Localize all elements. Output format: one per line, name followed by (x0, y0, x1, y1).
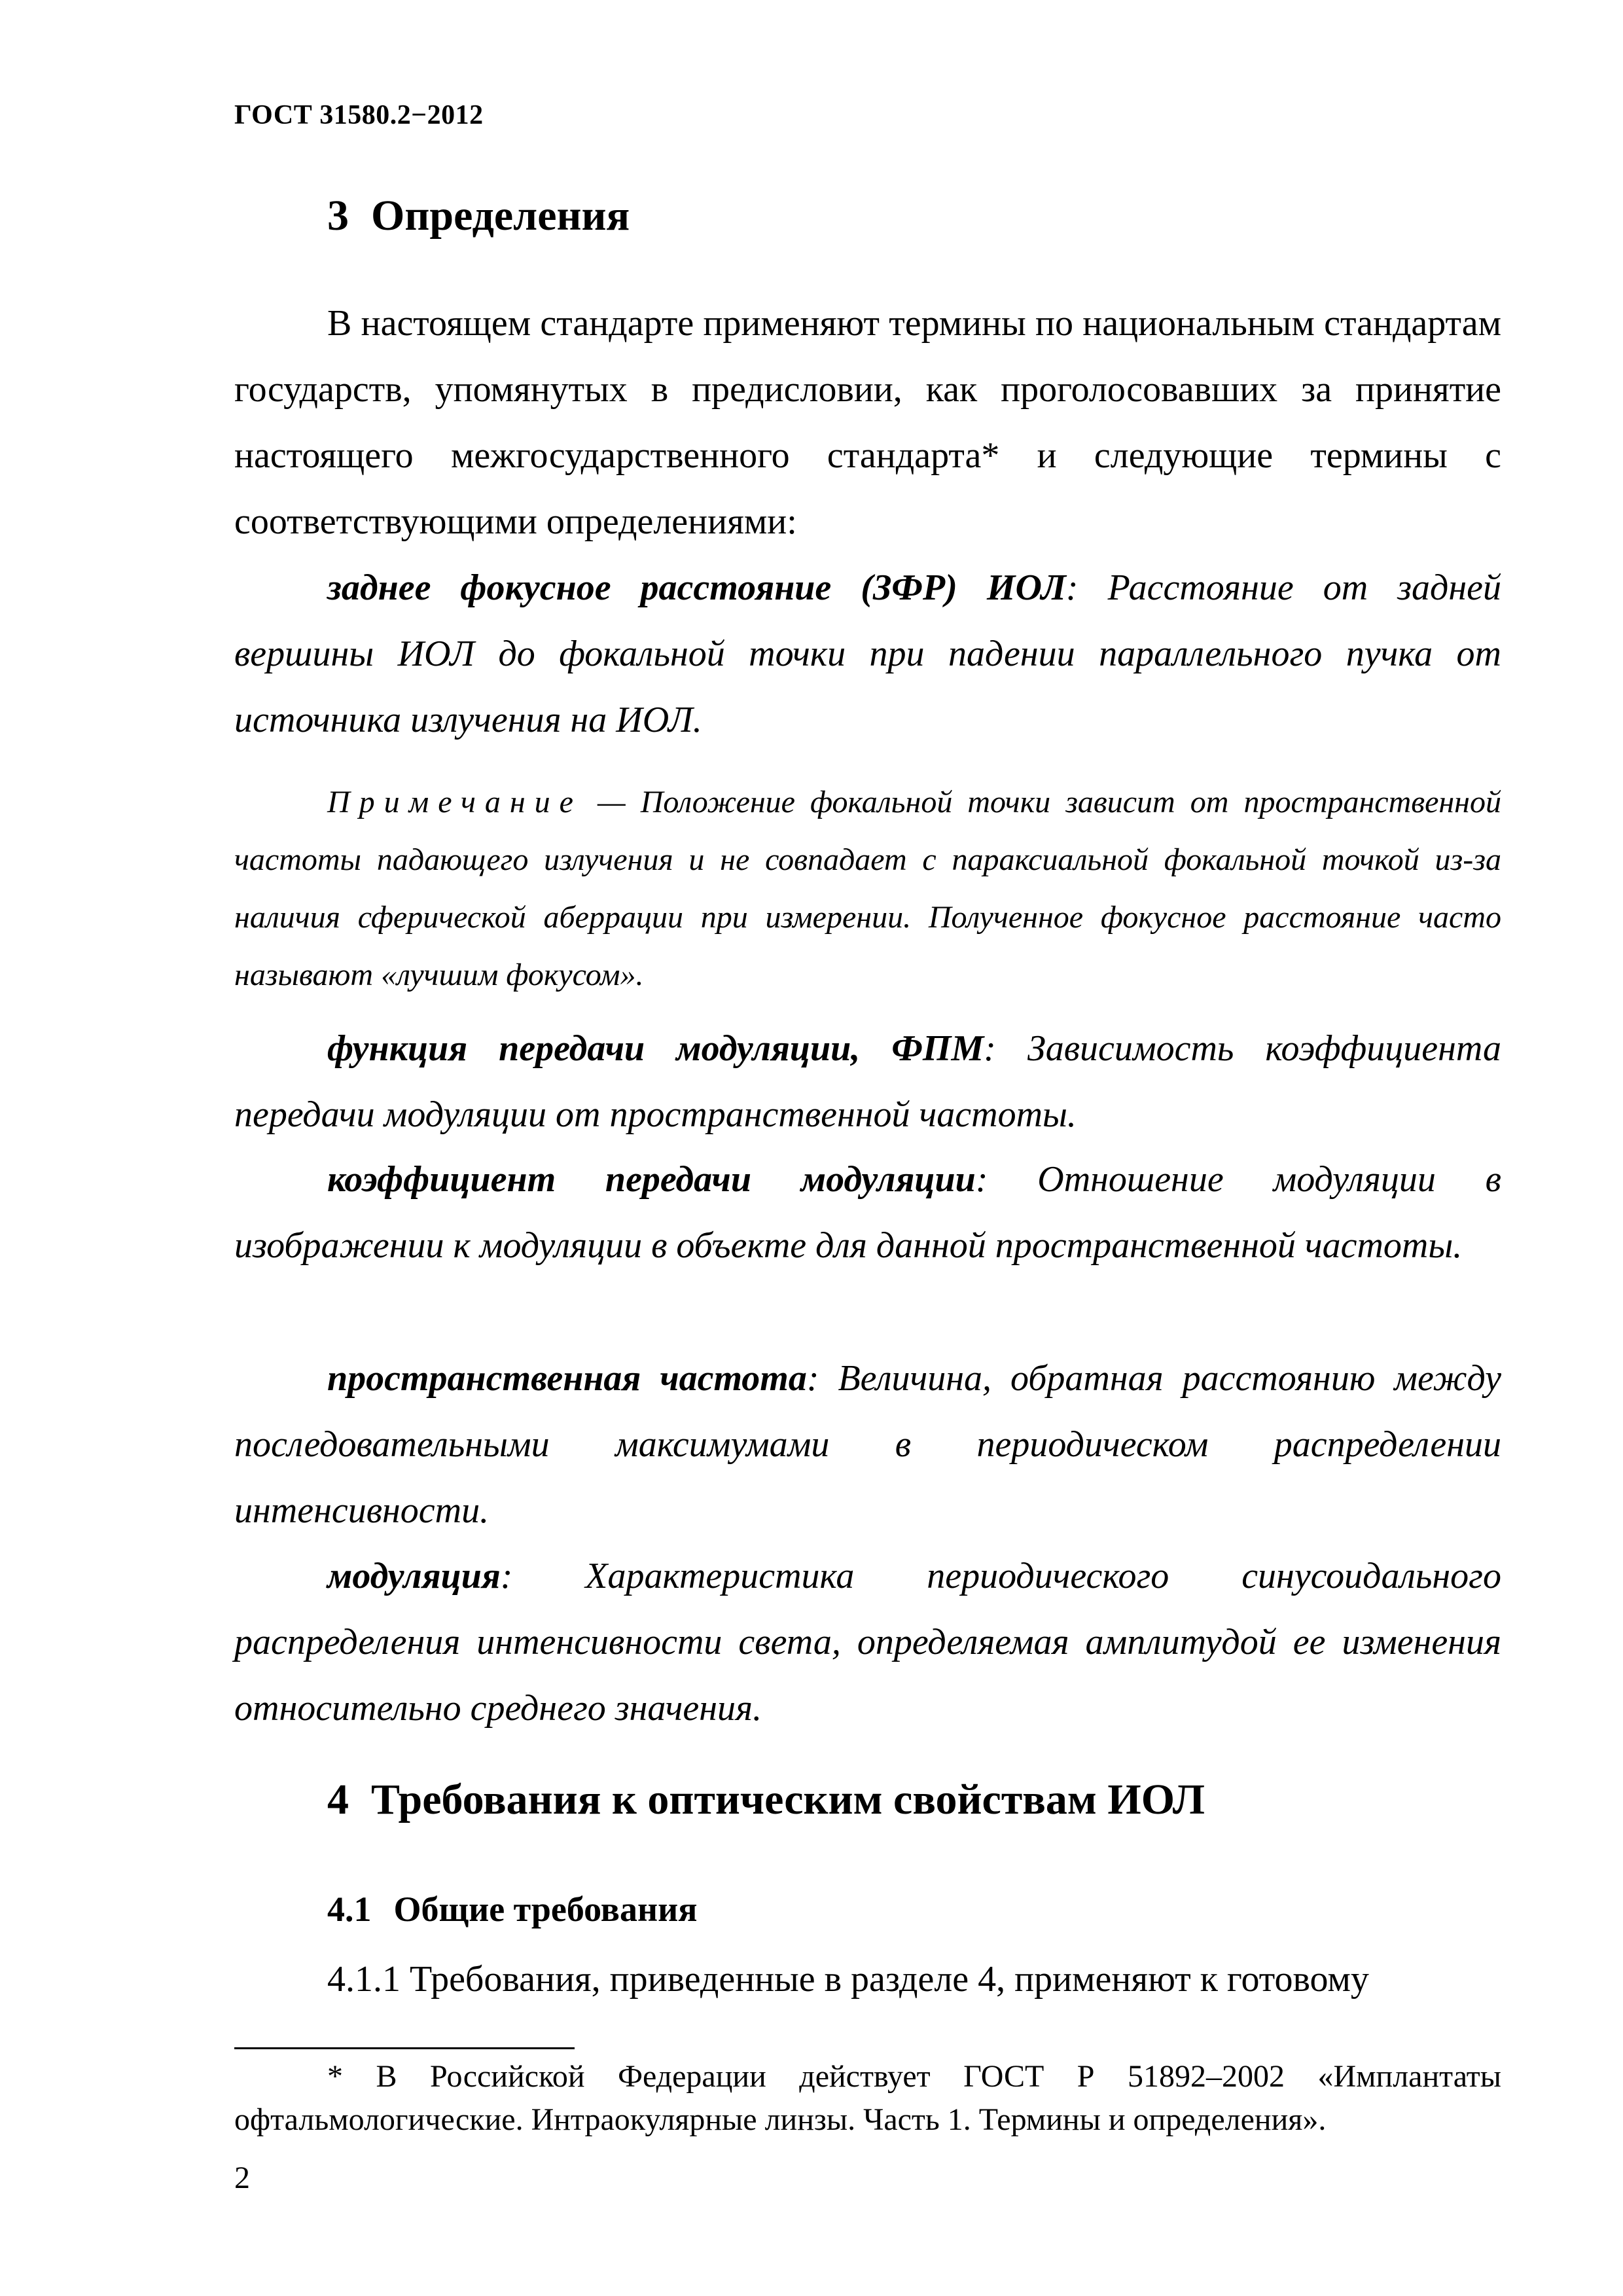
definition-text: : Расстояние от задней вершины ИОЛ до фокальной точки при падении параллельного пучка от источника излучения на ИОЛ. (234, 567, 1501, 740)
subsection-4-1-heading (327, 1889, 697, 1929)
subsection-4-1-title: Общие требования (393, 1890, 698, 1929)
definition-term: коэффициент передачи модуляции (327, 1159, 976, 1200)
section-3-title: Определения (371, 192, 630, 240)
section-4-title: Требования к оптическим свойствам ИОЛ (371, 1776, 1205, 1823)
section-3-number: 3 (327, 192, 349, 240)
definition-spatial-frequency (234, 1346, 1501, 1544)
section-4-number: 4 (327, 1776, 349, 1823)
footnote-divider (234, 2047, 575, 2049)
note-label: Примечание (327, 785, 582, 819)
definition-text: : Характеристика периодического синусоидального распределения интенсивности света, определяемая амплитудой ее изменения относительно среднего значения. (234, 1556, 1501, 1729)
page-number: 2 (234, 2161, 250, 2195)
definition-modulation (234, 1543, 1501, 1742)
definition-term: пространственная частота (327, 1358, 807, 1399)
footnote: * В Российской Федерации действует ГОСТ Р 51892–2002 «Имплантаты офтальмологические. Интраокулярные линзы. Часть 1. Термины и определения». (234, 2059, 1501, 2137)
definition-term: заднее фокусное расстояние (ЗФР) ИОЛ (327, 567, 1066, 608)
definition-back-focal-length (234, 555, 1501, 753)
definition-modulation-transfer-coefficient (234, 1147, 1501, 1279)
subsection-4-1-number: 4.1 (327, 1890, 372, 1929)
definition-text: : Зависимость коэффициента передачи модуляции от пространственной частоты. (234, 1028, 1501, 1135)
definition-term: модуляция (327, 1556, 501, 1596)
paragraph-4-1-1: 4.1.1 Требования, приведенные в разделе 4, применяют к готовому (327, 1959, 1369, 2000)
definition-mtf (234, 1016, 1501, 1148)
section-3-intro: В настоящем стандарте применяют термины по национальным стандартам государств, упомянутых в предисловии, как проголосовавших за принятие настоящего межгосударственного стандарта* и следующие термины с соответствующими определениями: (234, 303, 1501, 542)
definition-text: : Величина, обратная расстоянию между последовательными максимумами в периодическом распределении интенсивности. (234, 1358, 1501, 1531)
section-4-heading (327, 1775, 1205, 1825)
definition-term: функция передачи модуляции, ФПМ (327, 1028, 984, 1069)
note-text: — Положение фокальной точки зависит от пространственной частоты падающего излучения и не совпадает с параксиальной фокальной точкой из-за наличия сферической аберрации при измерении. Полученное фокусное расстояние часто называют «лучшим фокусом». (234, 785, 1501, 992)
document-header: ГОСТ 31580.2−2012 (234, 100, 484, 130)
section-3-heading (327, 191, 630, 241)
note-paragraph (234, 774, 1501, 1004)
definition-text: : Отношение модуляции в изображении к модуляции в объекте для данной пространственной частоты. (234, 1159, 1501, 1266)
